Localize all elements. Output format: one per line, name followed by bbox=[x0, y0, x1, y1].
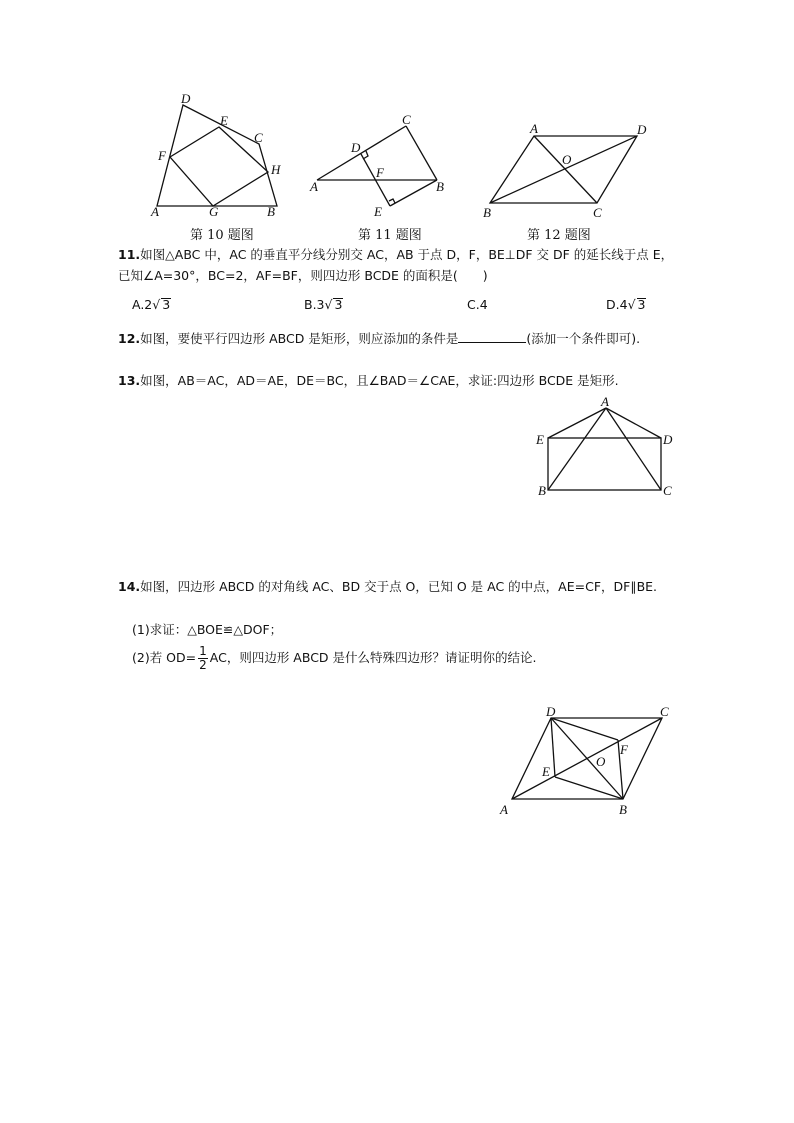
question-12-text-after: (添加一个条件即可). bbox=[526, 331, 641, 346]
question-11 bbox=[118, 244, 674, 286]
fig11-label-C: C bbox=[402, 112, 411, 127]
question-14 bbox=[118, 576, 674, 597]
fig14-label-B: B bbox=[619, 802, 627, 817]
fig11-label-B: B bbox=[436, 179, 444, 194]
figure-11 bbox=[306, 110, 456, 226]
q11-option-b: B.3√ 3 bbox=[304, 297, 343, 312]
fig11-label-A: A bbox=[310, 179, 318, 194]
figure-11-caption: 第 11 题图 bbox=[358, 228, 422, 243]
question-12-number: 12. bbox=[118, 331, 141, 346]
question-14-part-1: (1)求证：△BOE≌△DOF； bbox=[132, 622, 283, 637]
question-14-part-2: (2)若 OD= $\frac{1}{2}$ AC，则四边形 ABCD 是什么特殊四边形？请证明你的结论. bbox=[132, 644, 537, 672]
fig13-label-D: D bbox=[663, 432, 673, 447]
fig14-label-A: A bbox=[500, 802, 508, 817]
fig10-label-F: F bbox=[158, 148, 166, 163]
fig13-label-E: E bbox=[536, 432, 544, 447]
fraction-one-half: $\frac{1}{2}$ bbox=[199, 644, 207, 672]
fig12-label-A: A bbox=[530, 121, 538, 136]
fig11-label-F: F bbox=[376, 165, 384, 180]
fig12-label-D: D bbox=[637, 122, 647, 137]
fig14-label-F: F bbox=[620, 742, 628, 757]
figure-12-caption: 第 12 题图 bbox=[527, 228, 591, 243]
fig10-label-G: G bbox=[209, 204, 219, 219]
fig14-label-O: O bbox=[596, 754, 606, 769]
figure-12 bbox=[476, 116, 656, 226]
q11-option-d: D.4√ 3 bbox=[606, 297, 646, 312]
q11-option-c: C.4 bbox=[467, 297, 488, 312]
question-12-text: 如图，要使平行四边形 ABCD 是矩形，则应添加的条件是 bbox=[140, 331, 459, 346]
fig12-label-B: B bbox=[483, 205, 491, 220]
question-13-number: 13. bbox=[118, 373, 141, 388]
q11-option-a: A.2√ 3 bbox=[132, 297, 171, 312]
fig10-label-B: B bbox=[267, 204, 275, 219]
question-13-text: 如图，AB＝AC，AD＝AE，DE＝BC，且∠BAD＝∠CAE，求证:四边形 BCDE 是矩形. bbox=[140, 373, 619, 388]
question-14-text: 如图，四边形 ABCD 的对角线 AC、BD 交于点 O，已知 O 是 AC 的中点，AE=CF，DF∥BE. bbox=[140, 579, 658, 594]
fig10-label-D: D bbox=[181, 92, 191, 106]
fig14-label-D: D bbox=[546, 704, 556, 719]
answer-blank[interactable] bbox=[458, 330, 526, 343]
fig10-label-E: E bbox=[220, 113, 228, 128]
fig12-label-C: C bbox=[593, 205, 602, 220]
question-12 bbox=[118, 328, 674, 349]
figure-10 bbox=[140, 92, 290, 224]
fig11-label-E: E bbox=[374, 204, 382, 219]
fig14-label-E: E bbox=[542, 764, 550, 779]
fig11-label-D: D bbox=[351, 140, 361, 155]
figure-14 bbox=[494, 700, 678, 820]
fig13-label-B: B bbox=[538, 483, 546, 498]
question-14-number: 14. bbox=[118, 579, 141, 594]
fig13-label-A: A bbox=[601, 394, 609, 409]
fig13-label-C: C bbox=[663, 483, 672, 498]
figure-13 bbox=[534, 394, 678, 498]
question-13 bbox=[118, 370, 674, 391]
fig10-label-C: C bbox=[254, 130, 263, 145]
fig14-label-C: C bbox=[660, 704, 669, 719]
fig10-label-A: A bbox=[151, 204, 159, 219]
fig12-label-O: O bbox=[562, 152, 572, 167]
figure-10-caption: 第 10 题图 bbox=[190, 228, 254, 243]
question-11-number: 11. bbox=[118, 247, 141, 262]
question-11-text: 如图△ABC 中，AC 的垂直平分线分别交 AC，AB 于点 D，F，BE⊥DF 交 DF 的延长线于点 E，已知∠A=30°，BC=2，AF=BF，则四边形 BCDE 的面积是( ) bbox=[118, 247, 674, 283]
fig10-label-H: H bbox=[271, 162, 281, 177]
